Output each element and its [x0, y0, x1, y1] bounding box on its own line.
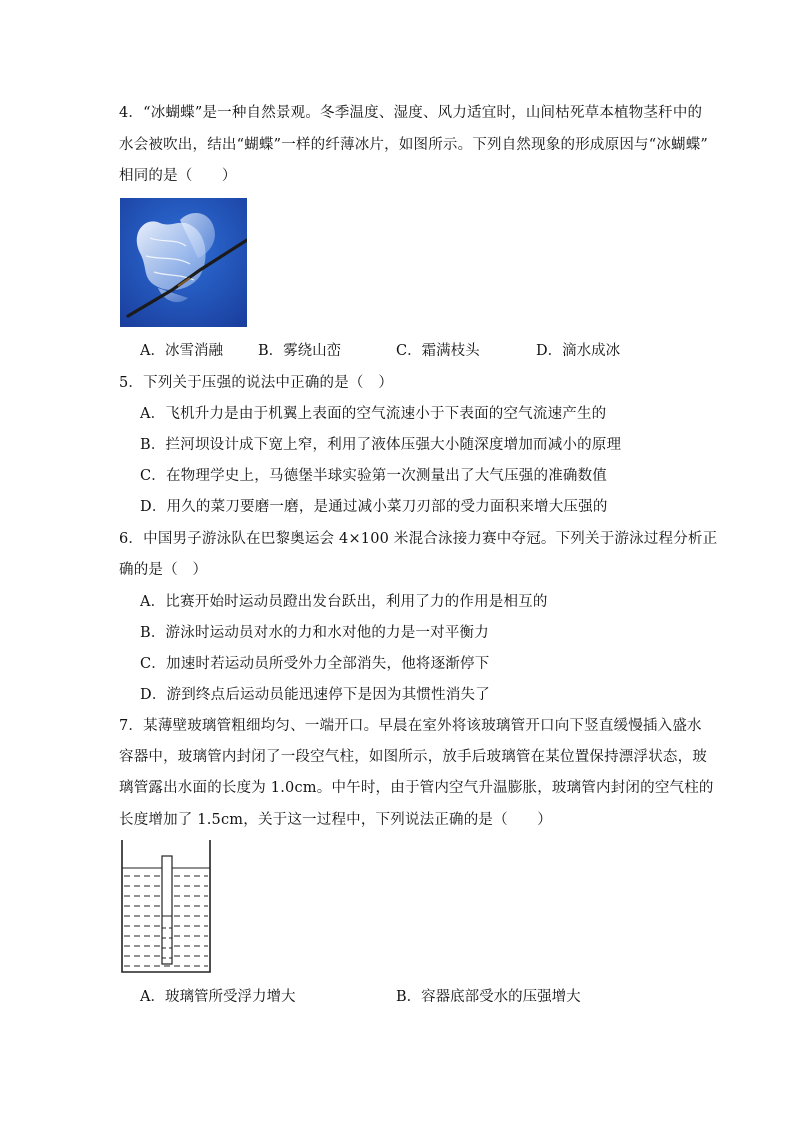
q6-option-d[interactable]: D．游到终点后运动员能迅速停下是因为其惯性消失了 [140, 687, 490, 703]
q5-option-b[interactable]: B．拦河坝设计成下宽上窄，利用了液体压强大小随深度增加而减小的原理 [140, 437, 622, 453]
q4-stem-line2: 水会被吹出，结出“蝴蝶”一样的纤薄冰片，如图所示。下列自然现象的形成原因与“冰蝴蝶” [119, 137, 709, 153]
q7-stem-line3: 璃管露出水面的长度为 1.0cm。中午时，由于管内空气升温膨胀，玻璃管内封闭的空气柱的 [119, 780, 714, 796]
q4-option-a[interactable]: A．冰雪消融 [140, 343, 223, 359]
q4-options [140, 341, 660, 361]
glass-tube-container-diagram [118, 838, 214, 976]
q4-stem-line1: 4．“冰蝴蝶”是一种自然景观。冬季温度、湿度、风力适宜时，山间枯死草本植物茎秆中的 [119, 105, 703, 121]
q7-option-a[interactable]: A．玻璃管所受浮力增大 [140, 989, 296, 1005]
q5-option-d[interactable]: D．用久的菜刀要磨一磨，是通过减小菜刀刃部的受力面积来增大压强的 [140, 499, 608, 515]
q7-options [140, 987, 660, 1007]
q4-stem-line3: 相同的是（ ） [119, 168, 237, 184]
q6-option-b[interactable]: B．游泳时运动员对水的力和水对他的力是一对平衡力 [140, 625, 489, 641]
q5-option-c[interactable]: C．在物理学史上，马德堡半球实验第一次测量出了大气压强的准确数值 [140, 468, 607, 484]
q5-stem: 5．下列关于压强的说法中正确的是（ ） [119, 375, 394, 391]
q6-option-a[interactable]: A．比赛开始时运动员蹬出发台跃出，利用了力的作用是相互的 [140, 594, 548, 610]
q5-option-a[interactable]: A．飞机升力是由于机翼上表面的空气流速小于下表面的空气流速产生的 [140, 406, 607, 422]
q4-option-d[interactable]: D．滴水成冰 [536, 343, 621, 359]
q6-stem-line1: 6．中国男子游泳队在巴黎奥运会 4×100 米混合泳接力赛中夺冠。下列关于游泳过程分析正 [119, 531, 718, 547]
q6-stem-line2: 确的是（ ） [119, 562, 208, 578]
q7-stem-line4: 长度增加了 1.5cm，关于这一过程中，下列说法正确的是（ ） [119, 812, 552, 828]
q4-option-b[interactable]: B．雾绕山峦 [258, 343, 342, 359]
q7-stem-line1: 7．某薄壁玻璃管粗细均匀、一端开口。早晨在室外将该玻璃管开口向下竖直缓慢插入盛水 [119, 718, 702, 734]
ice-butterfly-photo [120, 198, 247, 327]
q7-option-b[interactable]: B．容器底部受水的压强增大 [396, 989, 581, 1005]
q7-stem-line2: 容器中，玻璃管内封闭了一段空气柱，如图所示，放手后玻璃管在某位置保持漂浮状态，玻 [119, 749, 707, 765]
q6-option-c[interactable]: C．加速时若运动员所受外力全部消失，他将逐渐停下 [140, 656, 490, 672]
q4-option-c[interactable]: C．霜满枝头 [396, 343, 480, 359]
